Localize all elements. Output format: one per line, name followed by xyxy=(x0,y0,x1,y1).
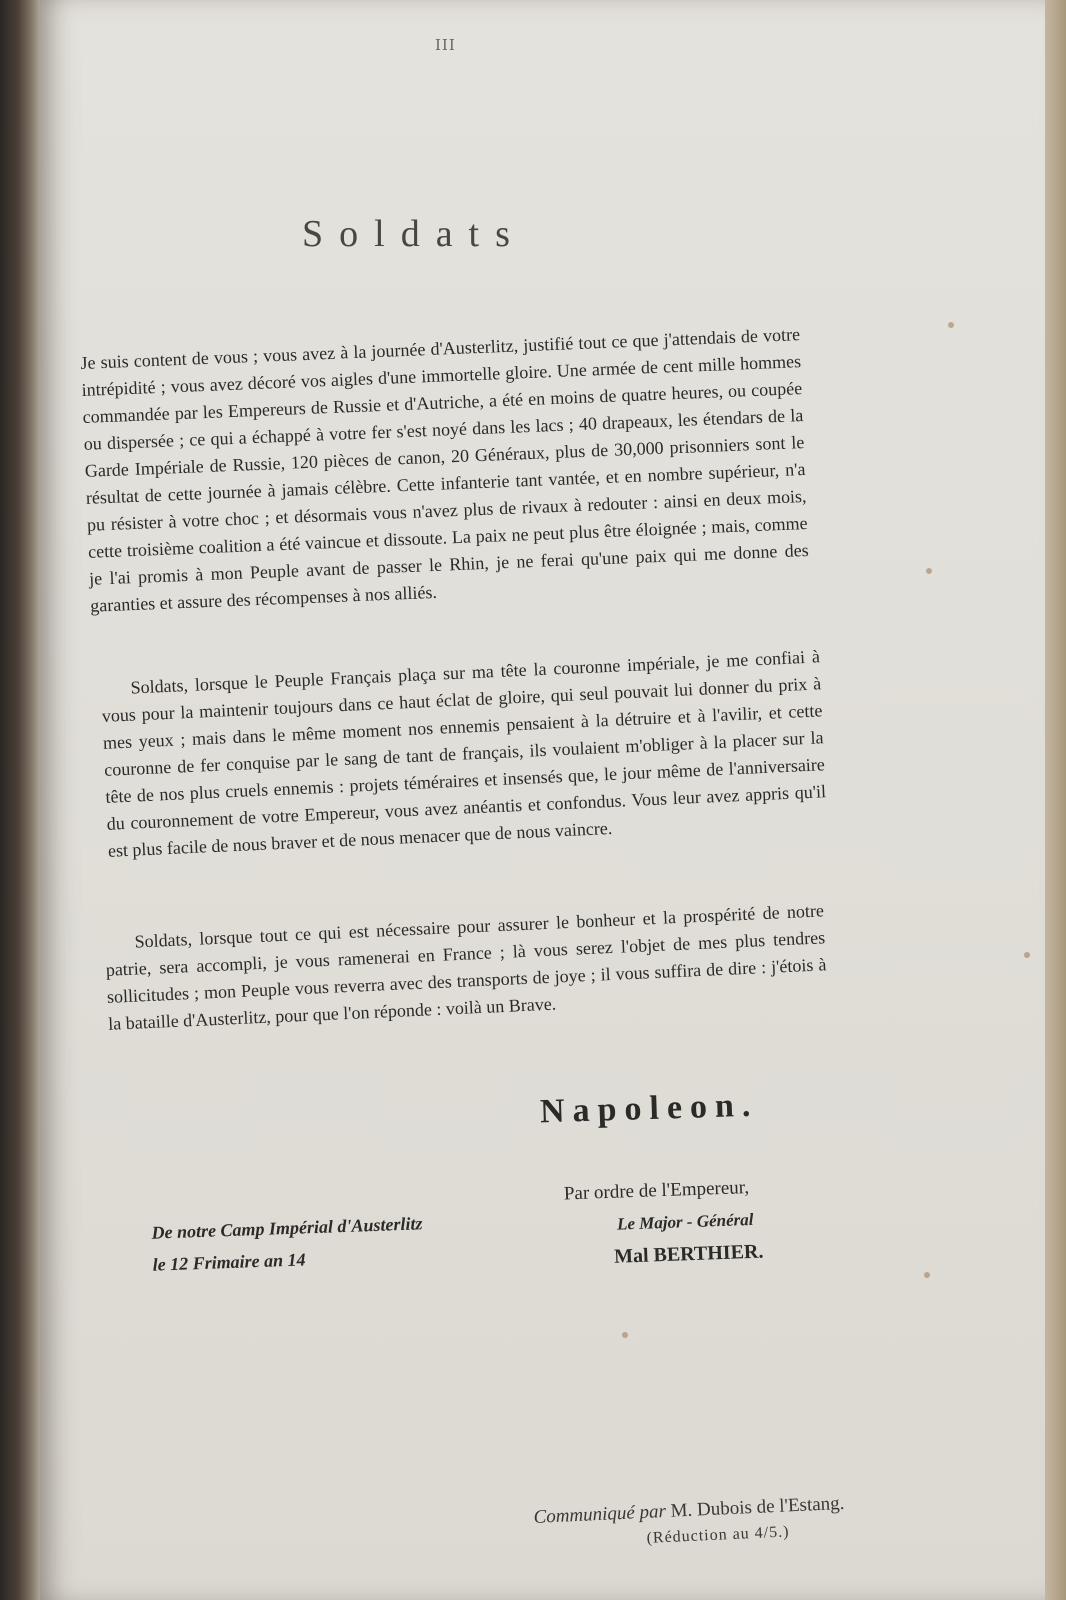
foxing-spot xyxy=(1024,952,1030,958)
order-block xyxy=(563,1172,764,1275)
paragraph-1: Je suis content de vous ; vous avez à la journée d'Austerlitz, justifié tout ce que j'attendais de votre intrépidité ; vous avez décoré vos aigles d'une immortelle gloire. Une armée de cent mille hommes commandée par les Empereurs de Russie et d'Autriche, a été en moins de quatre heures, ou coupée ou dispersée ; ce qui a échappé à votre fer s'est noyé dans les lacs ; 40 drapeaux, les étendars de la Garde Impériale de Russie, 120 pièces de canon, 20 Généraux, plus de 30,000 prisonniers sont le résultat de cette journée à jamais célèbre. Cette infanterie tant vantée, et en nombre supérieur, n'a pu résister à votre choc ; et désormais vous n'avez plus de rivaux à redouter : ainsi en deux mois, cette troisième coalition a été vaincue et dissoute. La paix ne peut plus être éloignée ; mais, comme je l'ai promis à mon Peuple avant de passer le Rhin, je ne ferai qu'une paix qui me donne des garanties et assure des récompenses à nos alliés. xyxy=(80,324,810,616)
credit-reduction: (Réduction au 4/5.) xyxy=(646,1523,790,1547)
proclamation-text-3 xyxy=(104,897,830,1068)
foxing-spot xyxy=(924,1272,930,1278)
credit-prefix: Communiqué par xyxy=(533,1500,667,1528)
proclamation-text xyxy=(80,321,811,650)
page-title: Soldats xyxy=(302,213,526,255)
signature-napoleon: Napoleon. xyxy=(539,1086,759,1131)
paragraph-3: Soldats, lorsque tout ce qui est nécessaire pour assurer le bonheur et la prospérité de notre patrie, sera accompli, je vous ramenerai en France ; là vous serez l'objet de mes plus tendres sollicitudes ; mon Peuple vous reverra avec des transports de joye ; il vous suffira de dire : j'étois à la bataille d'Austerlitz, pour que l'on réponde : voilà un Brave. xyxy=(105,900,827,1034)
credit-note xyxy=(533,1491,846,1557)
paragraph-2: Soldats, lorsque le Peuple Français plaça sur ma tête la couronne impériale, je me confiai à vous pour la maintenir toujours dans ce haut éclat de gloire, qui seul pouvait lui donner du prix à mes yeux ; mais dans le même moment nos ennemis pensaient à la détruire et à l'avilir, et cette couronne de fer conquise par le sang de tant de français, ils voulaient m'obliger à la placer sur la tête de nos plus cruels ennemis : projets téméraires et insensés que, le jour même de l'anniversaire du couronnement de votre Empereur, vous avez anéantis et confondus. Vous leur avez appris qu'il est plus facile de nous braver et de nous menacer que de nous vaincre. xyxy=(101,646,827,861)
order-line-2: Le Major - Général xyxy=(616,1209,754,1234)
order-line-1: Par ordre de l'Empereur, xyxy=(563,1177,750,1205)
camp-line-1: De notre Camp Impérial d'Austerlitz xyxy=(151,1213,423,1243)
foxing-spot xyxy=(926,568,932,574)
foxing-spot xyxy=(622,1332,628,1338)
book-page xyxy=(40,0,1045,1600)
page-number: III xyxy=(435,36,456,54)
proclamation-text-2 xyxy=(100,643,829,894)
foxing-spot xyxy=(948,322,954,328)
camp-line-2: le 12 Frimaire an 14 xyxy=(152,1249,306,1275)
credit-name: M. Dubois de l'Estang. xyxy=(670,1492,845,1522)
order-line-3: Mal BERTHIER. xyxy=(613,1240,764,1268)
camp-location xyxy=(151,1207,424,1280)
